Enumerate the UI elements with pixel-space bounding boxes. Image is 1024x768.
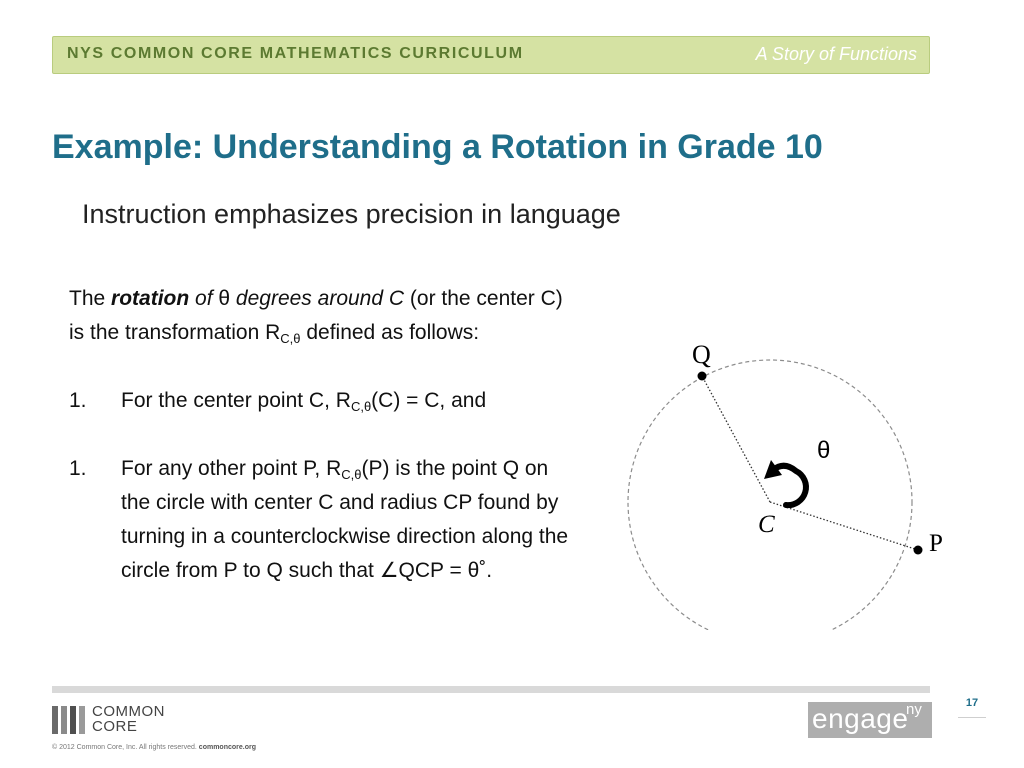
label-theta: θ: [817, 437, 831, 464]
list-item: 1. For the center point C, $R_{C,\theta}(C) = C$, and: [69, 389, 487, 414]
curriculum-title: NYS COMMON CORE MATHEMATICS CURRICULUM: [67, 45, 524, 62]
slide-title: Example: Understanding a Rotation in Grade 10: [52, 128, 823, 166]
label-q: Q: [692, 340, 711, 369]
label-c: C: [758, 511, 775, 538]
engage-ny-logo: engage ny: [808, 702, 932, 738]
definition-paragraph: The rotation of θ degrees around C (or the center C) is the transformation $R_{C,\theta}$ defined as follows:: [69, 287, 563, 346]
point-p: [914, 546, 923, 555]
radius-cp: [770, 502, 918, 550]
rotation-circle: [628, 360, 912, 630]
radius-cq: [702, 376, 770, 502]
copyright: © 2012 Common Core, Inc. All rights reserved. commoncore.org: [52, 744, 256, 751]
page-number: 17: [958, 697, 986, 718]
module-title: A Story of Functions: [755, 44, 917, 64]
slide-subtitle: Instruction emphasizes precision in language: [82, 199, 621, 229]
list-item: 1. For any other point P, $R_{C,\theta}(P)$ is the point Q on the circle with center C and radius CP found by turning in a counterclockwise direction along the circle from P to Q such that ∠QCP = θ˚.: [69, 457, 569, 582]
footer-divider: [52, 686, 930, 693]
common-core-wordmark: COMMON CORE: [92, 703, 165, 735]
point-q: [698, 372, 707, 381]
common-core-logo: [52, 704, 192, 738]
rotation-diagram: [620, 330, 960, 630]
copyright-link[interactable]: commoncore.org: [198, 744, 256, 751]
definition-text: [69, 282, 579, 588]
label-p: P: [929, 530, 943, 557]
header-bar: [52, 36, 930, 74]
